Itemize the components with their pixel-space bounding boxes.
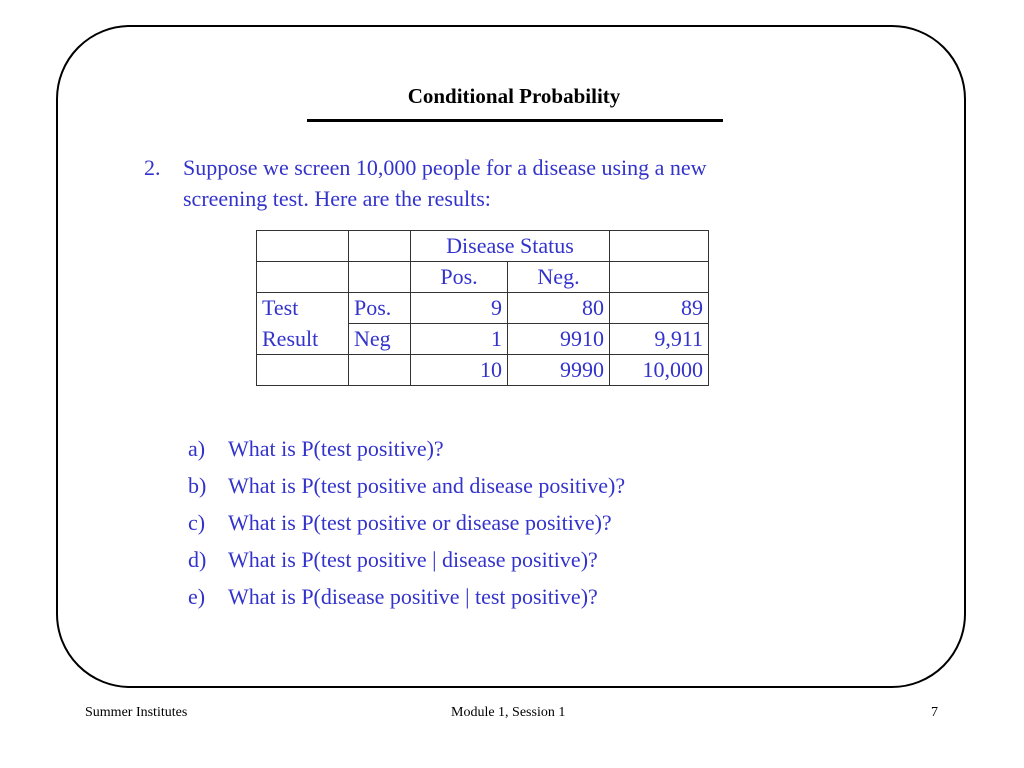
cell-neg-neg: 9910 [508,324,610,355]
table-cell [349,355,411,386]
cell-neg-pos: 1 [411,324,508,355]
cell-total-neg: 9990 [508,355,610,386]
row-header-pos: Pos. [349,293,411,324]
row-label-result: Result [257,324,349,355]
subquestion-letter: b) [188,473,207,498]
table-row [257,324,709,355]
subquestion-text: What is P(test positive or disease positive)? [228,510,612,535]
footer-institution: Summer Institutes [85,705,188,720]
table-row [257,231,709,262]
disease-status-header: Disease Status [411,231,610,262]
question-text [183,152,823,214]
col-header-pos: Pos. [411,262,508,293]
table-cell [257,231,349,262]
subquestion-text: What is P(test positive | disease positive)? [228,547,598,572]
table-cell [349,262,411,293]
subquestion-letter: c) [188,510,206,535]
cell-pos-neg: 80 [508,293,610,324]
table-cell [257,355,349,386]
subquestion-text: What is P(test positive and disease positive)? [228,473,626,498]
title-underline [307,119,723,122]
table-cell [257,262,349,293]
subquestion-letter: d) [188,547,207,572]
row-label-test: Test [257,293,349,324]
col-header-neg: Neg. [508,262,610,293]
subquestion-letter: a) [188,436,206,461]
results-table [256,230,709,386]
footer-module: Module 1, Session 1 [451,705,566,720]
footer-page-number: 7 [931,705,938,720]
table-cell [610,231,709,262]
table-row [257,293,709,324]
cell-grand-total: 10,000 [610,355,709,386]
cell-pos-pos: 9 [411,293,508,324]
row-header-neg: Neg [349,324,411,355]
cell-pos-total: 89 [610,293,709,324]
table-cell [349,231,411,262]
question-line-2: screening test. Here are the results: [183,186,491,211]
subquestion-letter: e) [188,584,206,609]
subquestion-text: What is P(test positive)? [228,436,444,461]
table-row [257,355,709,386]
question-number: 2. [144,155,161,180]
cell-total-pos: 10 [411,355,508,386]
cell-neg-total: 9,911 [610,324,709,355]
table-cell [610,262,709,293]
question-line-1: Suppose we screen 10,000 people for a disease using a new [183,155,707,180]
slide-title: Conditional Probability [407,84,621,108]
table-row [257,262,709,293]
subquestion-text: What is P(disease positive | test positive)? [228,584,598,609]
